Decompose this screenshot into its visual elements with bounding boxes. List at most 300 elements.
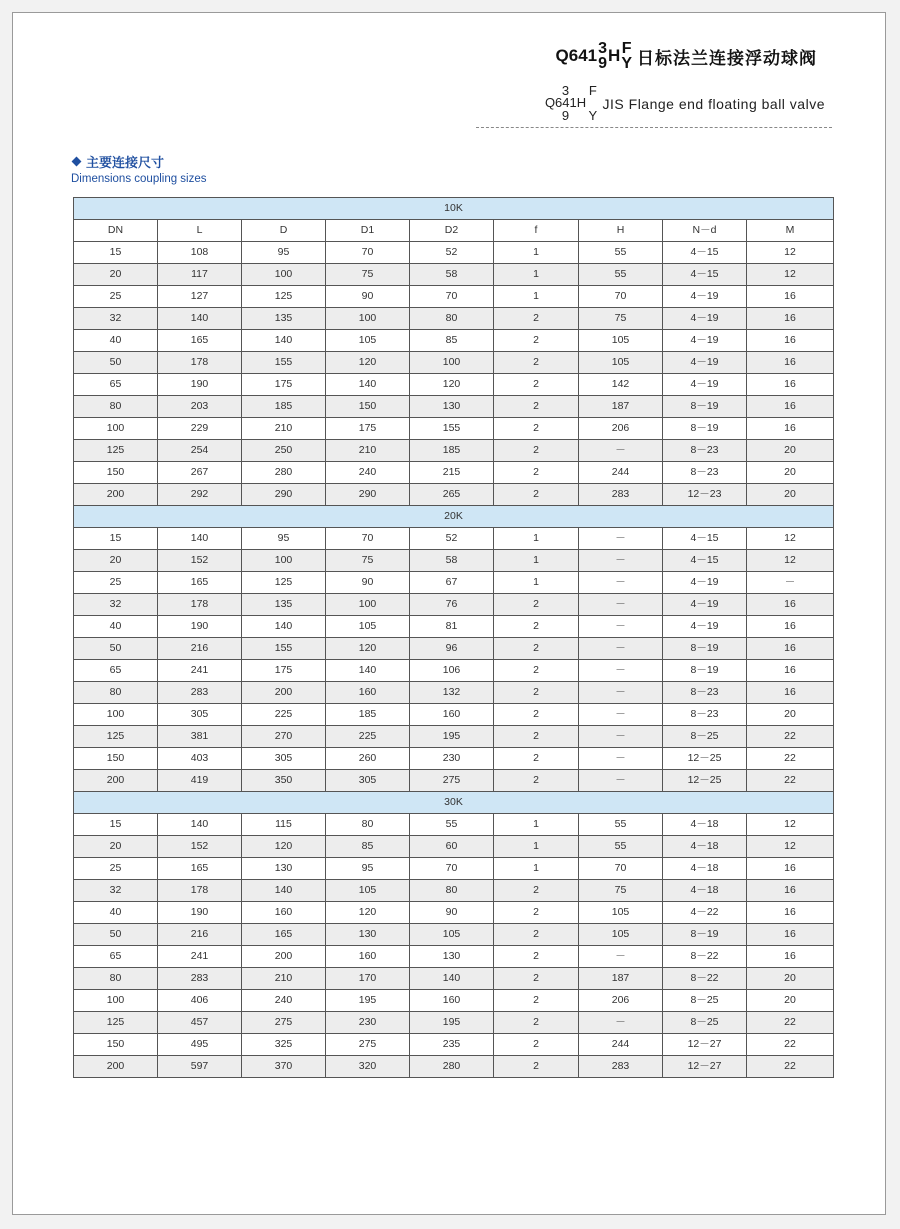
cell-n-d-7: 4－18: [663, 836, 747, 858]
cell-l-1: 283: [158, 682, 242, 704]
pressure-class-row: [74, 506, 834, 528]
cell-d2-4: 80: [410, 308, 494, 330]
cell-f-5: 1: [494, 858, 579, 880]
cell-l-1: 117: [158, 264, 242, 286]
table-row: [74, 594, 834, 616]
cell-m-8: 20: [747, 462, 834, 484]
cell-d1-3: 90: [326, 286, 410, 308]
cell-d-2: 200: [242, 946, 326, 968]
table-row: [74, 330, 834, 352]
cell-d1-3: 195: [326, 990, 410, 1012]
dimensions-table-wrap: [73, 197, 834, 1078]
header-divider: [476, 127, 832, 128]
cell-m-8: 16: [747, 374, 834, 396]
cell-m-8: 16: [747, 638, 834, 660]
cell-h-6: －: [579, 594, 663, 616]
cell-dn-0: 32: [74, 880, 158, 902]
cell-d1-3: 120: [326, 638, 410, 660]
cell-f-5: 2: [494, 748, 579, 770]
cell-l-1: 216: [158, 924, 242, 946]
cell-f-5: 2: [494, 594, 579, 616]
cell-d1-3: 170: [326, 968, 410, 990]
model2-seal-stack: [588, 85, 597, 122]
cell-dn-0: 100: [74, 418, 158, 440]
cell-d2-4: 130: [410, 946, 494, 968]
cell-dn-0: 150: [74, 462, 158, 484]
cell-d-2: 270: [242, 726, 326, 748]
cell-d1-3: 160: [326, 682, 410, 704]
table-row: [74, 396, 834, 418]
cell-h-6: 70: [579, 858, 663, 880]
column-header-d1-3: D1: [326, 220, 410, 242]
cell-m-8: 16: [747, 418, 834, 440]
cell-n-d-7: 8－19: [663, 660, 747, 682]
cell-h-6: 206: [579, 418, 663, 440]
cell-m-8: 16: [747, 682, 834, 704]
cell-f-5: 1: [494, 836, 579, 858]
cell-d1-3: 85: [326, 836, 410, 858]
cell-d2-4: 230: [410, 748, 494, 770]
cell-m-8: 20: [747, 968, 834, 990]
table-row: [74, 814, 834, 836]
cell-m-8: 16: [747, 902, 834, 924]
table-row: [74, 880, 834, 902]
cell-d2-4: 55: [410, 814, 494, 836]
model-prefix: Q641: [555, 46, 598, 66]
cell-n-d-7: 12－25: [663, 770, 747, 792]
cell-m-8: 12: [747, 836, 834, 858]
cell-d1-3: 80: [326, 814, 410, 836]
cell-f-5: 2: [494, 396, 579, 418]
cell-d1-3: 160: [326, 946, 410, 968]
cell-l-1: 140: [158, 814, 242, 836]
cell-d-2: 250: [242, 440, 326, 462]
table-row: [74, 748, 834, 770]
cell-f-5: 1: [494, 550, 579, 572]
cell-m-8: 12: [747, 528, 834, 550]
cell-l-1: 152: [158, 836, 242, 858]
cell-dn-0: 150: [74, 748, 158, 770]
cell-d-2: 325: [242, 1034, 326, 1056]
cell-d1-3: 120: [326, 902, 410, 924]
cell-f-5: 2: [494, 990, 579, 1012]
cell-d-2: 135: [242, 308, 326, 330]
cell-f-5: 2: [494, 880, 579, 902]
cell-d1-3: 210: [326, 440, 410, 462]
cell-m-8: 16: [747, 660, 834, 682]
cell-n-d-7: 4－18: [663, 858, 747, 880]
cell-d-2: 125: [242, 572, 326, 594]
title-cn-text: 日标法兰连接浮动球阀: [637, 48, 817, 68]
cell-f-5: 2: [494, 660, 579, 682]
table-row: [74, 924, 834, 946]
cell-n-d-7: 12－27: [663, 1056, 747, 1078]
cell-l-1: 152: [158, 550, 242, 572]
cell-n-d-7: 8－22: [663, 968, 747, 990]
cell-m-8: 20: [747, 440, 834, 462]
title-en-text: JIS Flange end floating ball valve: [602, 95, 825, 112]
cell-d-2: 140: [242, 330, 326, 352]
cell-n-d-7: 4－19: [663, 374, 747, 396]
cell-m-8: 16: [747, 616, 834, 638]
cell-d1-3: 290: [326, 484, 410, 506]
column-header-f-5: f: [494, 220, 579, 242]
cell-d-2: 115: [242, 814, 326, 836]
cell-d-2: 95: [242, 242, 326, 264]
cell-d-2: 370: [242, 1056, 326, 1078]
cell-dn-0: 125: [74, 1012, 158, 1034]
cell-h-6: 142: [579, 374, 663, 396]
cell-n-d-7: 12－25: [663, 748, 747, 770]
cell-n-d-7: 8－22: [663, 946, 747, 968]
cell-d2-4: 81: [410, 616, 494, 638]
cell-d2-4: 52: [410, 242, 494, 264]
cell-dn-0: 20: [74, 264, 158, 286]
cell-d-2: 155: [242, 352, 326, 374]
cell-d-2: 125: [242, 286, 326, 308]
cell-dn-0: 200: [74, 1056, 158, 1078]
cell-h-6: －: [579, 682, 663, 704]
cell-l-1: 267: [158, 462, 242, 484]
column-header-dn-0: DN: [74, 220, 158, 242]
cell-d-2: 120: [242, 836, 326, 858]
cell-l-1: 190: [158, 902, 242, 924]
cell-f-5: 2: [494, 924, 579, 946]
model-mid: H: [608, 46, 621, 66]
cell-d2-4: 275: [410, 770, 494, 792]
cell-m-8: 12: [747, 814, 834, 836]
cell-f-5: 1: [494, 572, 579, 594]
cell-m-8: 16: [747, 352, 834, 374]
cell-d2-4: 90: [410, 902, 494, 924]
cell-n-d-7: 4－19: [663, 616, 747, 638]
cell-n-d-7: 4－19: [663, 352, 747, 374]
cell-m-8: 12: [747, 264, 834, 286]
cell-n-d-7: 4－19: [663, 308, 747, 330]
model-seal-top: F: [621, 40, 632, 57]
cell-d1-3: 75: [326, 550, 410, 572]
cell-d1-3: 75: [326, 264, 410, 286]
cell-dn-0: 20: [74, 550, 158, 572]
cell-f-5: 2: [494, 440, 579, 462]
cell-m-8: 22: [747, 770, 834, 792]
table-row: [74, 308, 834, 330]
cell-d2-4: 105: [410, 924, 494, 946]
cell-n-d-7: 8－25: [663, 1012, 747, 1034]
cell-l-1: 203: [158, 396, 242, 418]
cell-dn-0: 50: [74, 638, 158, 660]
cell-dn-0: 150: [74, 1034, 158, 1056]
cell-d2-4: 76: [410, 594, 494, 616]
model-code: [556, 41, 633, 71]
cell-d1-3: 305: [326, 770, 410, 792]
cell-dn-0: 100: [74, 990, 158, 1012]
cell-d1-3: 105: [326, 330, 410, 352]
cell-dn-0: 80: [74, 396, 158, 418]
cell-h-6: －: [579, 660, 663, 682]
cell-f-5: 1: [494, 528, 579, 550]
cell-d2-4: 265: [410, 484, 494, 506]
cell-d1-3: 90: [326, 572, 410, 594]
cell-n-d-7: 4－15: [663, 264, 747, 286]
cell-h-6: －: [579, 638, 663, 660]
cell-d2-4: 160: [410, 990, 494, 1012]
cell-dn-0: 15: [74, 814, 158, 836]
cell-m-8: 22: [747, 748, 834, 770]
cell-m-8: 22: [747, 1012, 834, 1034]
cell-l-1: 406: [158, 990, 242, 1012]
cell-d2-4: 80: [410, 880, 494, 902]
cell-d-2: 100: [242, 264, 326, 286]
cell-f-5: 2: [494, 638, 579, 660]
table-row: [74, 968, 834, 990]
cell-n-d-7: 8－23: [663, 704, 747, 726]
cell-f-5: 2: [494, 704, 579, 726]
cell-h-6: －: [579, 1012, 663, 1034]
cell-f-5: 1: [494, 264, 579, 286]
pressure-class-label: 10K: [74, 198, 834, 220]
table-row: [74, 264, 834, 286]
diamond-bullet-icon: [72, 157, 82, 167]
dimensions-table: [73, 197, 834, 1078]
table-row: [74, 638, 834, 660]
cell-d-2: 175: [242, 660, 326, 682]
cell-d-2: 275: [242, 1012, 326, 1034]
cell-f-5: 2: [494, 484, 579, 506]
cell-d-2: 175: [242, 374, 326, 396]
cell-d2-4: 96: [410, 638, 494, 660]
cell-n-d-7: 8－23: [663, 440, 747, 462]
cell-n-d-7: 8－23: [663, 682, 747, 704]
table-row: [74, 418, 834, 440]
cell-d1-3: 105: [326, 880, 410, 902]
cell-dn-0: 32: [74, 308, 158, 330]
model-stack-bottom: 9: [598, 55, 608, 73]
column-header-m-8: M: [747, 220, 834, 242]
cell-l-1: 403: [158, 748, 242, 770]
model-seal-stack: [621, 41, 632, 71]
cell-m-8: 16: [747, 308, 834, 330]
model2-prefix: Q641H: [544, 95, 587, 111]
cell-f-5: 1: [494, 286, 579, 308]
cell-dn-0: 50: [74, 924, 158, 946]
table-row: [74, 1056, 834, 1078]
cell-l-1: 457: [158, 1012, 242, 1034]
cell-n-d-7: 4－15: [663, 242, 747, 264]
cell-l-1: 165: [158, 858, 242, 880]
cell-dn-0: 25: [74, 858, 158, 880]
cell-l-1: 292: [158, 484, 242, 506]
cell-d2-4: 52: [410, 528, 494, 550]
table-row: [74, 726, 834, 748]
cell-n-d-7: 12－23: [663, 484, 747, 506]
cell-n-d-7: 4－19: [663, 286, 747, 308]
cell-d-2: 210: [242, 418, 326, 440]
cell-d2-4: 67: [410, 572, 494, 594]
cell-h-6: 55: [579, 836, 663, 858]
table-row: [74, 242, 834, 264]
cell-d2-4: 160: [410, 704, 494, 726]
cell-m-8: 16: [747, 946, 834, 968]
cell-f-5: 2: [494, 418, 579, 440]
table-row: [74, 1034, 834, 1056]
cell-d2-4: 70: [410, 858, 494, 880]
cell-dn-0: 25: [74, 572, 158, 594]
cell-h-6: －: [579, 748, 663, 770]
cell-d1-3: 70: [326, 528, 410, 550]
table-row: [74, 286, 834, 308]
column-header-row: [74, 220, 834, 242]
cell-m-8: 22: [747, 726, 834, 748]
cell-d2-4: 195: [410, 1012, 494, 1034]
cell-d-2: 350: [242, 770, 326, 792]
table-row: [74, 770, 834, 792]
cell-d-2: 140: [242, 616, 326, 638]
cell-h-6: －: [579, 770, 663, 792]
cell-l-1: 254: [158, 440, 242, 462]
section-title-cn-text: 主要连接尺寸: [86, 155, 165, 170]
table-row: [74, 704, 834, 726]
cell-d2-4: 60: [410, 836, 494, 858]
cell-h-6: 105: [579, 330, 663, 352]
model2-seal-top: F: [588, 83, 597, 98]
cell-d2-4: 195: [410, 726, 494, 748]
cell-m-8: 20: [747, 704, 834, 726]
cell-d2-4: 70: [410, 286, 494, 308]
cell-l-1: 178: [158, 880, 242, 902]
cell-dn-0: 32: [74, 594, 158, 616]
table-body: [74, 198, 834, 1078]
cell-d1-3: 100: [326, 594, 410, 616]
cell-n-d-7: 8－23: [663, 462, 747, 484]
cell-d1-3: 120: [326, 352, 410, 374]
cell-d-2: 200: [242, 682, 326, 704]
section-title-cn: [71, 152, 207, 171]
cell-d2-4: 185: [410, 440, 494, 462]
cell-d-2: 165: [242, 924, 326, 946]
section-title-en: Dimensions coupling sizes: [71, 173, 207, 185]
table-row: [74, 616, 834, 638]
cell-dn-0: 65: [74, 660, 158, 682]
cell-l-1: 419: [158, 770, 242, 792]
cell-f-5: 2: [494, 1012, 579, 1034]
table-row: [74, 484, 834, 506]
cell-d2-4: 235: [410, 1034, 494, 1056]
cell-f-5: 2: [494, 374, 579, 396]
cell-d1-3: 150: [326, 396, 410, 418]
cell-d-2: 155: [242, 638, 326, 660]
cell-l-1: 381: [158, 726, 242, 748]
cell-d-2: 130: [242, 858, 326, 880]
cell-d1-3: 130: [326, 924, 410, 946]
cell-d-2: 280: [242, 462, 326, 484]
cell-dn-0: 20: [74, 836, 158, 858]
cell-f-5: 1: [494, 242, 579, 264]
table-row: [74, 660, 834, 682]
cell-m-8: 20: [747, 990, 834, 1012]
cell-l-1: 229: [158, 418, 242, 440]
cell-h-6: －: [579, 704, 663, 726]
cell-h-6: －: [579, 572, 663, 594]
cell-dn-0: 40: [74, 330, 158, 352]
table-row: [74, 550, 834, 572]
section-heading: [71, 152, 207, 185]
cell-f-5: 2: [494, 1056, 579, 1078]
pressure-class-row: [74, 198, 834, 220]
cell-d-2: 140: [242, 880, 326, 902]
cell-h-6: 187: [579, 968, 663, 990]
table-row: [74, 682, 834, 704]
cell-dn-0: 65: [74, 946, 158, 968]
cell-d1-3: 140: [326, 374, 410, 396]
cell-l-1: 165: [158, 330, 242, 352]
cell-d2-4: 130: [410, 396, 494, 418]
cell-n-d-7: 4－19: [663, 594, 747, 616]
cell-l-1: 283: [158, 968, 242, 990]
cell-l-1: 241: [158, 946, 242, 968]
cell-f-5: 2: [494, 946, 579, 968]
cell-m-8: 16: [747, 924, 834, 946]
cell-d1-3: 275: [326, 1034, 410, 1056]
cell-d1-3: 230: [326, 1012, 410, 1034]
cell-m-8: 20: [747, 484, 834, 506]
cell-n-d-7: 8－25: [663, 990, 747, 1012]
cell-dn-0: 80: [74, 968, 158, 990]
cell-m-8: 16: [747, 858, 834, 880]
table-row: [74, 990, 834, 1012]
cell-d2-4: 100: [410, 352, 494, 374]
cell-h-6: 105: [579, 902, 663, 924]
cell-n-d-7: 12－27: [663, 1034, 747, 1056]
cell-m-8: 16: [747, 396, 834, 418]
model-seal-bottom: Y: [621, 55, 632, 73]
cell-m-8: 16: [747, 880, 834, 902]
cell-f-5: 2: [494, 726, 579, 748]
cell-m-8: 16: [747, 594, 834, 616]
cell-h-6: －: [579, 616, 663, 638]
cell-l-1: 140: [158, 308, 242, 330]
cell-l-1: 108: [158, 242, 242, 264]
cell-n-d-7: 4－15: [663, 550, 747, 572]
cell-d-2: 225: [242, 704, 326, 726]
cell-d-2: 185: [242, 396, 326, 418]
model2-stack-top: 3: [561, 83, 570, 98]
cell-m-8: 22: [747, 1034, 834, 1056]
cell-d-2: 210: [242, 968, 326, 990]
model2-pressure-stack: [545, 85, 586, 122]
cell-h-6: 244: [579, 462, 663, 484]
cell-h-6: 283: [579, 484, 663, 506]
cell-h-6: 105: [579, 924, 663, 946]
cell-d1-3: 100: [326, 308, 410, 330]
cell-f-5: 2: [494, 770, 579, 792]
cell-dn-0: 125: [74, 440, 158, 462]
cell-h-6: －: [579, 726, 663, 748]
pressure-class-label: 30K: [74, 792, 834, 814]
table-row: [74, 528, 834, 550]
model-stack-top: 3: [598, 40, 608, 57]
cell-d2-4: 280: [410, 1056, 494, 1078]
cell-d-2: 100: [242, 550, 326, 572]
cell-dn-0: 200: [74, 770, 158, 792]
cell-l-1: 178: [158, 594, 242, 616]
cell-l-1: 597: [158, 1056, 242, 1078]
cell-m-8: 16: [747, 330, 834, 352]
cell-f-5: 1: [494, 814, 579, 836]
cell-f-5: 2: [494, 308, 579, 330]
cell-n-d-7: 4－19: [663, 330, 747, 352]
cell-m-8: 22: [747, 1056, 834, 1078]
